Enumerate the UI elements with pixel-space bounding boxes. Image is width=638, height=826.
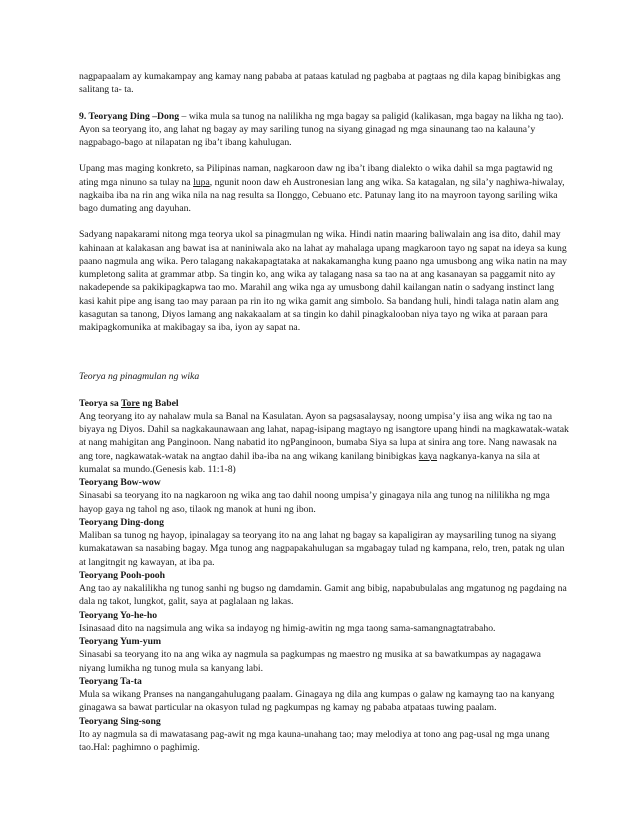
pooh-pooh-heading: Teoryang Pooh-pooh	[79, 569, 166, 581]
bow-wow-heading: Teoryang Bow-wow	[79, 477, 161, 488]
yo-he-ho-heading: Teoryang Yo-he-ho	[79, 609, 158, 621]
babel-heading	[79, 397, 569, 410]
tore-link[interactable]: Tore	[120, 397, 140, 409]
document-page	[79, 70, 569, 754]
intro-paragraph: nagpapaalam ay kumakampay ang kamay nang pababa at pataas katulad ng pagbaba at pagtaas ng dila kapag binibigkas ang salitang ta- ta.	[79, 71, 561, 96]
lupa-link[interactable]: lupa	[193, 176, 210, 188]
babel-heading-a: Teorya sa	[79, 397, 121, 409]
babel-text-a: Ang teoryang ito ay nahalaw mula sa Banal na Kasulatan. Ayon sa pagsasalaysay, noong umpisa’y iisa ang wika ng tao na biyaya ng Diyos. Dahil sa nagkakaunawaan ang lahat, napag-isipang magtayo ng isangtore upang hindi na magkawatak-watak at nang mahigitan ang Panginoon. Nang nabatid ito ngPanginoon, bumaba Siya sa lupa at sinira ang tore. Nang nawasak na ang tore, nagkawatak-watak na angtao dahil iba-iba na ang wikang kanilang binibigkas	[79, 410, 569, 462]
bow-wow-text: Sinasabi sa teoryang ito na nagkaroon ng wika ang tao dahil noong umpisa’y ginagaya nila ang tunog na nililikha ng mga hayop gaya ng tahol ng aso, tilaok ng manok at huni ng ibon.	[79, 490, 550, 515]
ding-dong-text: – wika mula sa tunog na nalilikha ng mga bagay sa paligid (kalikasan, mga bagay na likha ng tao). Ayon sa teoryang ito, ang lahat ng bagay ay may sariling tunog na siyang ginagad ng mga sinaunang tao na kalauna’y nagpabago-bago at nilapatan ng iba’t ibang kahulugan.	[79, 110, 564, 148]
yum-yum-heading: Teoryang Yum-yum	[79, 636, 162, 647]
ta-ta-text: Mula sa wikang Pranses na nangangahulugang paalam. Ginagaya ng dila ang kumpas o galaw ng kamayng tao na kanyang ginagawa sa bawat particular na okasyon tulad ng pagkumpas ng kamay ng pababa atpataas tuwing paalam.	[79, 689, 555, 714]
pooh-pooh-text: Ang tao ay nakalilikha ng tunog sanhi ng bugso ng damdamin. Gamit ang bibig, napabubulalas ang mgatunog ng pagdaing na dala ng takot, lungkot, galit, saya at paglalaan ng lakas.	[79, 583, 567, 608]
ta-ta-heading: Teoryang Ta-ta	[79, 675, 142, 687]
conclusion-paragraph: Sadyang napakarami nitong mga teorya ukol sa pinagmulan ng wika. Hindi natin maaring baliwalain ang isa dito, dahil may kahinaan at kalakasan ang bawat isa at naniniwala ako na lahat ay mahalaga upang magkaroon tayo ng sapat na ideya sa kung paano nagmula ang wika. Pero talagang nakakapagtataka at nakakamangha kung paano nga umusbong ang wika natin na may kumpletong salita at grammar atbp. Sa tingin ko, ang wika ay talagang nasa sa tao na at ang kasanayan sa paggamit nito ay nakadepende sa pakikipagkapwa tao mo. Marahil ang wika nga ay umusbong dahil kailangan natin o sadyang instinct lang kasi kahit pipe ang isang tao may paraan pa rin ito ng wika gamit ang simbolo. Sa bandang huli, hindi talaga natin alam ang kasagutan sa tanong, Diyos lamang ang nakakaalam at sa tingin ko dahil pinagkalooban niya tayo ng wika at paraan para makipagkomunika at makibagay sa iba, iyon ay sapat na.	[79, 229, 567, 333]
philippines-text-b: , ngunit noon daw eh Austronesian lang ang wika. Sa katagalan, ng sila’y naghiwa-hiwalay, nagkaiba iba na rin ang wika nila na nag resulta sa Ilonggo, Cebuano etc. Patunay lang ito na mayroon tayong sariling wika bago dumating ang dayuhan.	[79, 176, 565, 214]
yum-yum-text: Sinasabi sa teoryang ito na ang wika ay nagmula sa pagkumpas ng maestro ng musika at sa bawatkumpas ay nagagawa niyang lumikha ng tunog mula sa kanyang labi.	[79, 649, 541, 674]
section-title: Teorya ng pinagmulan ng wika	[79, 371, 200, 383]
yo-he-ho-text: Isinasaad dito na nagsimula ang wika sa indayog ng himig-awitin ng mga taong sama-samangnagtatrabaho.	[79, 622, 496, 634]
ding-dong-theory-text: Maliban sa tunog ng hayop, ipinalagay sa teoryang ito na ang lahat ng bagay sa kapaligiran ay maysariling tunog na siyang kumakatawan sa nasabing bagay. Mga tunog ang nagpapakahulugan sa mgabagay tulad ng kampana, relo, tren, patak ng ulan at langitngit ng kawayan, at iba pa.	[79, 530, 565, 568]
babel-heading-b: ng Babel	[139, 397, 179, 409]
ding-dong-paragraph	[79, 110, 569, 150]
philippines-text-a: Upang mas maging konkreto, sa Pilipinas naman, nagkaroon daw ng iba’t ibang dialekto o wika dahil sa mga pagtawid ng ating mga ninuno sa tulay na	[79, 163, 553, 188]
sing-song-heading: Teoryang Sing-song	[79, 715, 161, 727]
babel-text-b: nagkanya-kanya na sila at kumalat sa mundo.(Genesis kab. 11:1-8)	[79, 450, 540, 475]
kaya-link[interactable]: kaya	[418, 450, 438, 462]
ding-dong-theory-heading: Teoryang Ding-dong	[79, 516, 164, 528]
sing-song-text: Ito ay nagmula sa di mawatasang pag-awit ng mga kauna-unahang tao; may melodiya at tono ang pag-usal ng mga unang tao.Hal: paghimno o paghimig.	[79, 728, 550, 753]
philippines-paragraph	[79, 162, 569, 215]
babel-text	[79, 410, 569, 476]
ding-dong-heading: 9. Teoryang Ding –Dong	[79, 110, 180, 122]
